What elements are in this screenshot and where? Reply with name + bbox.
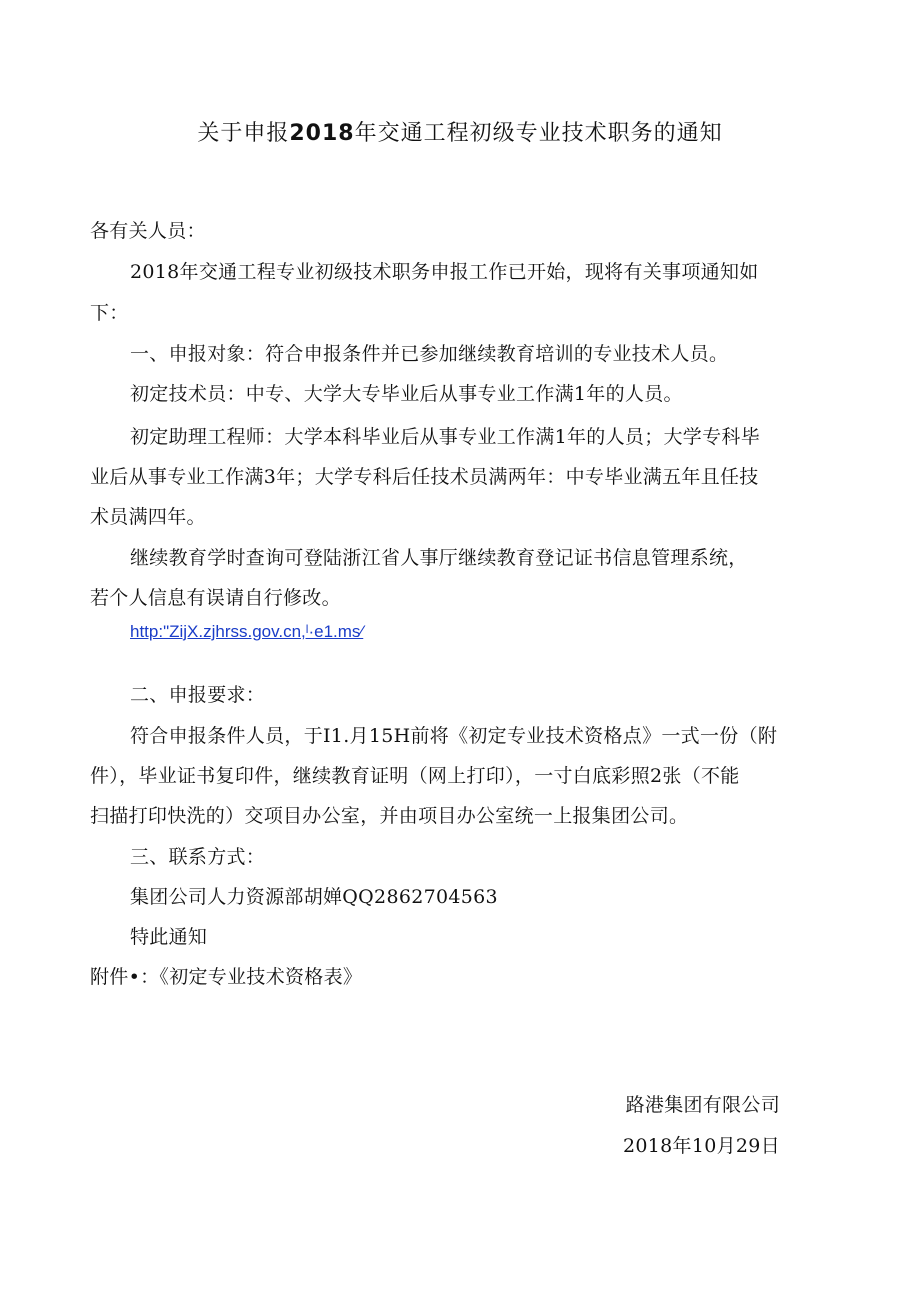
intro-line-2: 下： [90, 302, 129, 324]
section-3-heading: 三、联系方式： [130, 846, 266, 868]
section-2-heading: 二、申报要求： [130, 684, 266, 706]
title-year: 2018 [289, 121, 355, 146]
requirement-line-2: 件），毕业证书复印件，继续教育证明（网上打印），一寸白底彩照2张（不能 [90, 765, 740, 787]
title-suffix: 年交通工程初级专业技术职务的通知 [354, 121, 723, 146]
section-1-heading: 一、申报对象：符合申报条件并已参加继续教育培训的专业技术人员。 [130, 343, 729, 365]
assistant-requirement-line-1: 初定助理工程师：大学本科毕业后从事专业工作满1年的人员；大学专科毕 [130, 426, 760, 448]
closing-remark: 特此通知 [130, 926, 208, 948]
signature-company: 路港集团有限公司 [625, 1094, 780, 1116]
signature-date: 2018年10月29日 [622, 1135, 780, 1157]
assistant-requirement-line-3: 术员满四年。 [90, 506, 206, 528]
title-prefix: 关于申报 [197, 121, 290, 146]
document-title [0, 116, 920, 147]
attachment-note: 附件•：《初定专业技术资格表》 [90, 966, 363, 988]
tech-requirement: 初定技术员：中专、大学大专毕业后从事专业工作满1年的人员。 [130, 383, 683, 405]
education-line-2: 若个人信息有误请自行修改。 [90, 587, 341, 609]
contact-info: 集团公司人力资源部胡婵QQ2862704563 [130, 886, 498, 908]
requirement-line-3: 扫描打印快洗的）交项目办公室，并由项目办公室统一上报集团公司。 [90, 805, 689, 827]
assistant-requirement-line-2: 业后从事专业工作满3年；大学专科后任技术员满两年：中专毕业满五年且任技 [90, 466, 759, 488]
intro-line-1: 2018年交通工程专业初级技术职务申报工作已开始，现将有关事项通知如 [130, 261, 759, 283]
salutation: 各有关人员： [90, 220, 206, 242]
education-line-1: 继续教育学时查询可登陆浙江省人事厅继续教育登记证书信息管理系统， [130, 547, 748, 569]
education-system-link[interactable]: http:"ZijX.zjhrss.gov.cn,ˡ·e1.ms⁄ [130, 622, 364, 641]
requirement-line-1: 符合申报条件人员，于I1.月15H前将《初定专业技术资格点》一式一份（附 [130, 725, 778, 747]
